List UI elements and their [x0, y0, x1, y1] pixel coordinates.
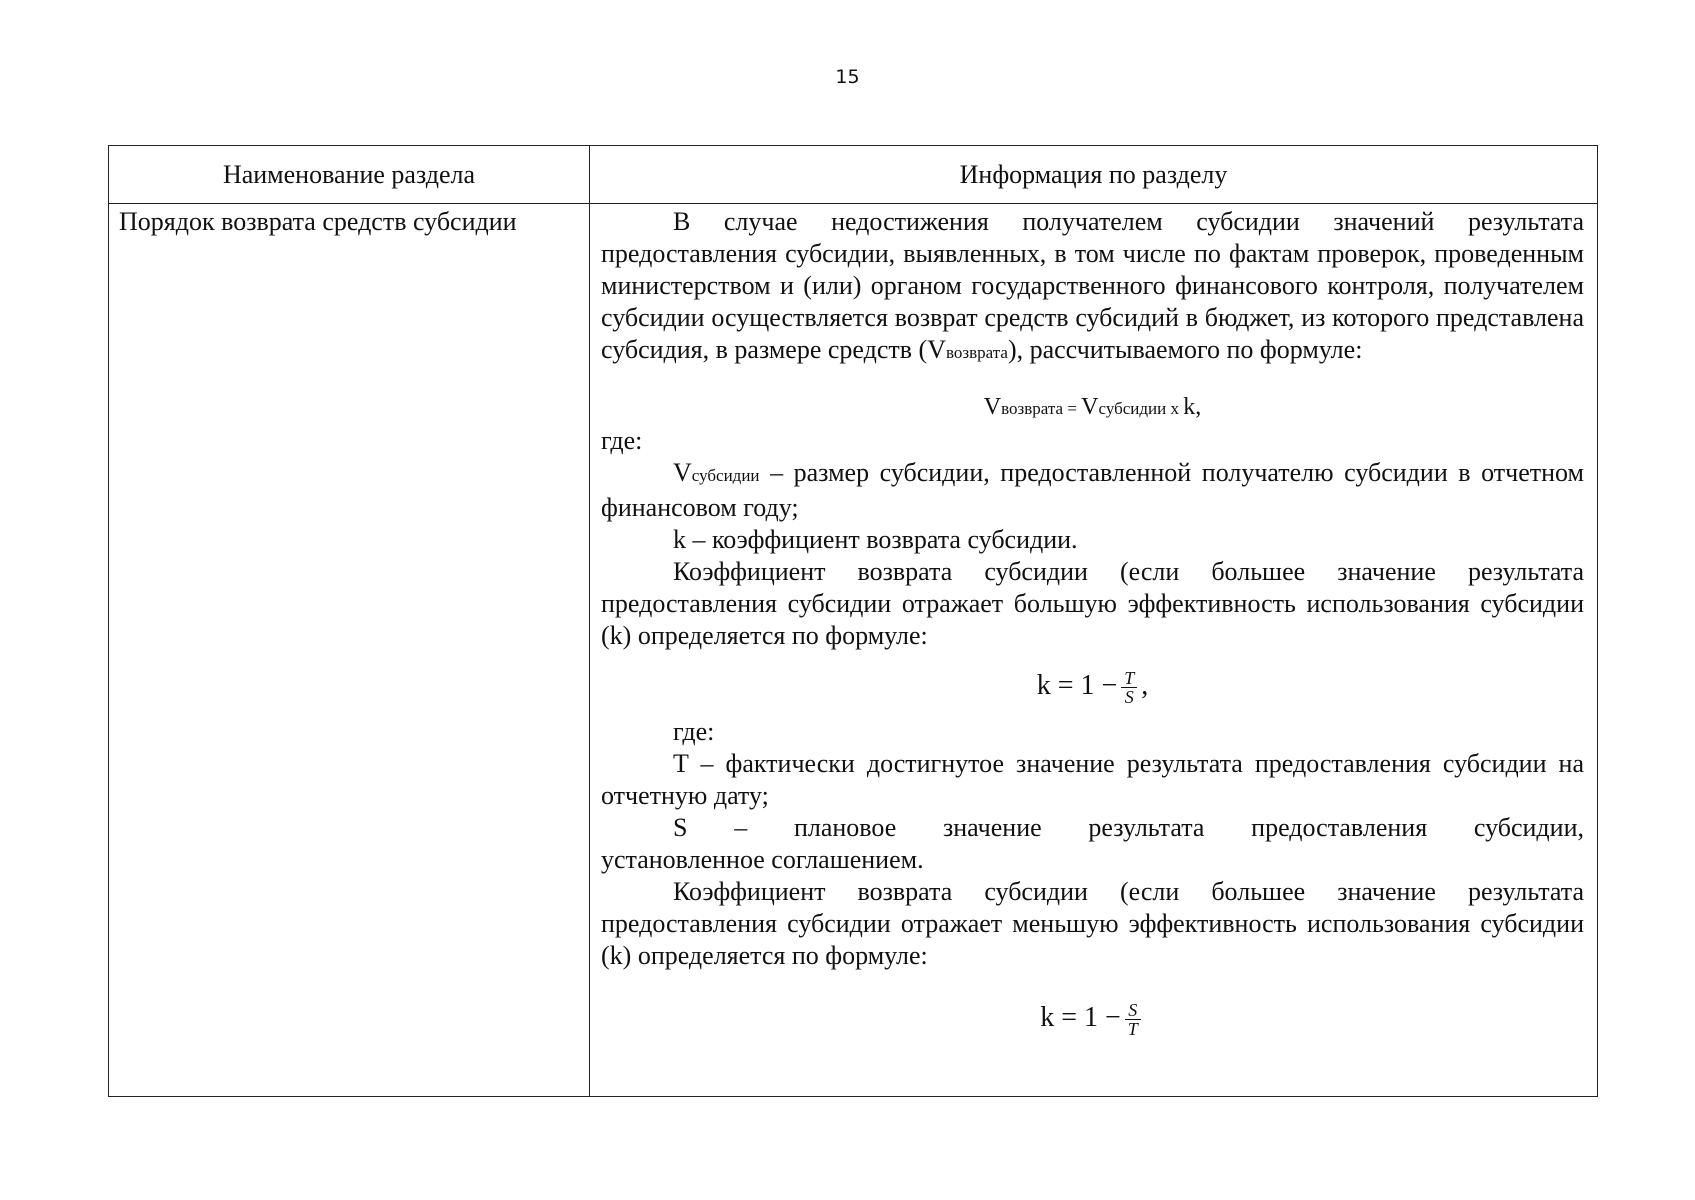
fraction: [1121, 669, 1137, 706]
fraction-denominator: S: [1121, 687, 1137, 706]
formula-v-subscript: возврата: [1001, 399, 1064, 418]
formula-mult: x: [1166, 399, 1184, 418]
where-label: где:: [601, 426, 643, 455]
formula-lhs-2: k = 1 −: [1040, 1002, 1121, 1034]
definition-k: k – коэффициент возврата субсидии.: [673, 525, 1078, 554]
definition-s-continuation: установленное соглашением.: [601, 845, 924, 875]
fraction-2-numerator: S: [1128, 1000, 1138, 1021]
formula-v: V: [983, 394, 1002, 420]
def-v-text: – размер субсидии, предоставленной получателю субсидии в отчетном финансовом году;: [601, 458, 1584, 522]
where-label-2: где:: [673, 717, 715, 747]
definition-v-subsidy: [601, 457, 1584, 524]
document-table: [108, 145, 1598, 1097]
column-divider: [589, 146, 590, 1096]
formula-v2: V: [1081, 394, 1099, 420]
paragraph-text: В случае недостижения получателем субсидии значений результата предоставления субсидии, выявленных, в том числе по фактам проверок, проведенным министерством и (или) органом государственного финансового контроля, получателем субсидии осуществляется возврат средств субсидий в бюджет, из которого представлена субсидия, в размере средств (: [601, 207, 1584, 364]
section-info-cell: [601, 206, 1584, 1038]
formula-coefficient-2: [601, 998, 1584, 1038]
header-section-name: Наименование раздела: [222, 160, 476, 189]
formula-equals: =: [1063, 399, 1082, 418]
paragraph-text-end: ), рассчитываемого по формуле:: [1007, 335, 1363, 364]
page-number: 15: [835, 66, 860, 88]
fraction-2-denominator: T: [1125, 1019, 1141, 1038]
definition-s: S – плановое значение результата предоставления субсидии,: [673, 813, 1584, 843]
fraction-2: [1125, 1001, 1141, 1038]
definition-t: T – фактически достигнутое значение результата предоставления субсидии на отчетную дату;: [601, 749, 1584, 811]
variable-subscript: возврата: [945, 343, 1008, 362]
formula-tail: ,: [1141, 670, 1149, 701]
def-v-var: V: [673, 458, 692, 487]
formula-return-amount: [601, 391, 1584, 425]
section-name-cell: Порядок возврата средств субсидии: [119, 207, 517, 236]
variable-v: V: [927, 335, 946, 364]
paragraph-coefficient-greater-better: Коэффициент возврата субсидии (если большее значение результата предоставления субсидии отражает большую эффективность использования субсидии (k) определяется по формуле:: [601, 557, 1584, 650]
formula-k: k,: [1183, 394, 1202, 420]
formula-coefficient-1: [601, 666, 1584, 706]
def-v-subscript: субсидии: [691, 466, 760, 485]
paragraph-coefficient-greater-worse: Коэффициент возврата субсидии (если большее значение результата предоставления субсидии отражает меньшую эффективность использования субсидии (k) определяется по формуле:: [601, 877, 1584, 971]
paragraph-return-conditions: [601, 206, 1584, 369]
formula-v2-subscript: субсидии: [1098, 399, 1167, 418]
fraction-numerator: T: [1124, 668, 1135, 689]
header-section-info: Информация по разделу: [959, 160, 1228, 189]
formula-lhs: k = 1 −: [1036, 670, 1118, 701]
header-divider: [109, 203, 1597, 204]
